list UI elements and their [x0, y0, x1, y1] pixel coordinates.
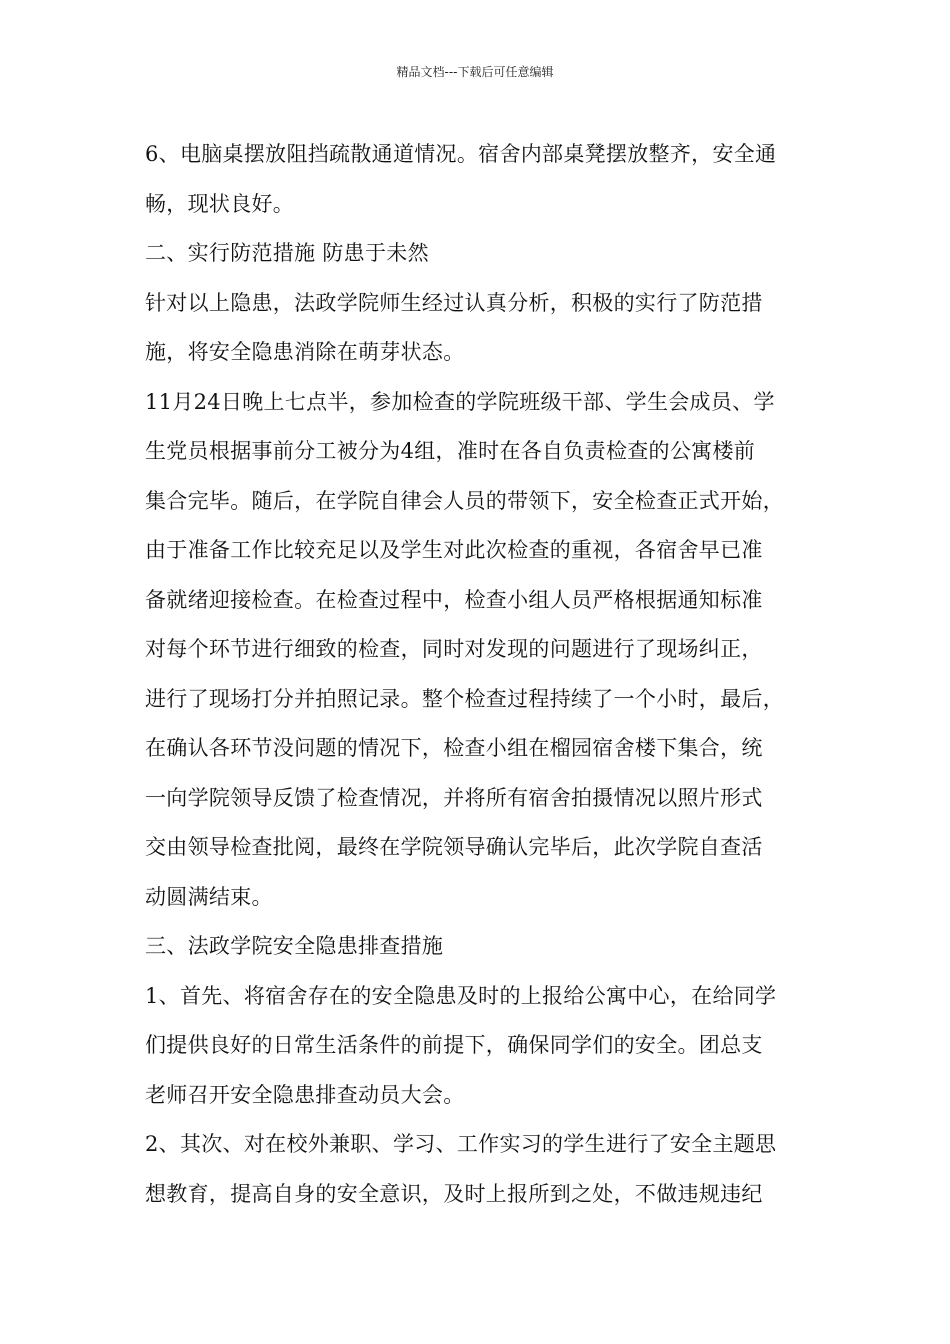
page-header: 精品文档---下载后可任意编辑 — [396, 65, 554, 79]
text-line: 2、其次、对在校外兼职、学习、工作实习的学生进行了安全主题思 — [145, 1132, 777, 1156]
text-line: 想教育，提高自身的安全意识，及时上报所到之处，不做违规违纪 — [145, 1181, 763, 1206]
text-line: 备就绪迎接检查。在检查过程中，检查小组人员严格根据通知标准 — [145, 587, 763, 612]
section-heading: 三、法政学院安全隐患排查措施 — [145, 934, 444, 958]
text-line: 在确认各环节没问题的情况下，检查小组在榴园宿舍楼下集合，统 — [145, 736, 763, 760]
text-line: 畅，现状良好。 — [145, 191, 295, 216]
text-line: 由于准备工作比较充足以及学生对此次检查的重视，各宿舍早已准 — [145, 538, 763, 562]
text-line: 1、首先、将宿舍存在的安全隐患及时的上报给公寓中心，在给同学 — [145, 983, 777, 1008]
text-line: 11月24日晚上七点半，参加检查的学院班级干部、学生会成员、学 — [145, 389, 775, 414]
document-body — [145, 130, 825, 1219]
text-line: 一向学院领导反馈了检查情况，并将所有宿舍拍摄情况以照片形式 — [145, 785, 763, 810]
text-line: 集合完毕。随后，在学院自律会人员的带领下，安全检查正式开始， — [145, 488, 784, 513]
text-line: 生党员根据事前分工被分为4组，准时在各自负责检查的公寓楼前 — [145, 439, 756, 463]
text-line: 对每个环节进行细致的检查，同时对发现的问题进行了现场纠正， — [145, 637, 763, 661]
text-line: 们提供良好的日常生活条件的前提下，确保同学们的安全。团总支 — [145, 1033, 763, 1057]
section-heading: 二、实行防范措施 防患于未然 — [145, 241, 429, 265]
text-line: 动圆满结束。 — [145, 884, 273, 909]
text-line: 老师召开安全隐患排查动员大会。 — [145, 1082, 465, 1107]
text-line: 进行了现场打分并拍照记录。整个检查过程持续了一个小时，最后， — [145, 686, 784, 711]
text-line: 交由领导检查批阅，最终在学院领导确认完毕后，此次学院自查活 — [145, 835, 763, 859]
text-line: 针对以上隐患，法政学院师生经过认真分析，积极的实行了防范措 — [145, 290, 763, 315]
text-line: 施，将安全隐患消除在萌芽状态。 — [145, 340, 465, 364]
text-line: 6、电脑桌摆放阻挡疏散通道情况。宿舍内部桌凳摆放整齐，安全通 — [145, 142, 777, 166]
